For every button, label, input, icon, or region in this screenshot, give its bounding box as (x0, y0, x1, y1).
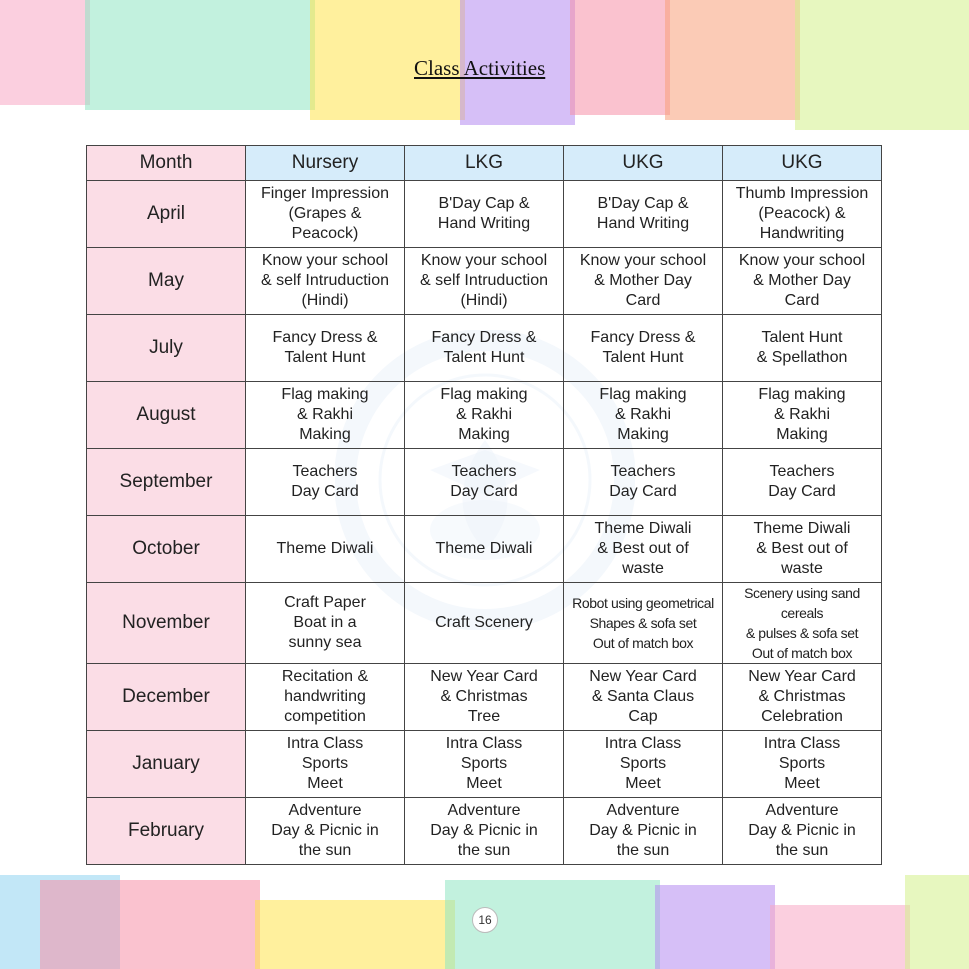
activity-cell: Fancy Dress & Talent Hunt (564, 315, 723, 382)
activity-cell: Adventure Day & Picnic in the sun (405, 798, 564, 865)
activity-cell: New Year Card & Christmas Tree (405, 664, 564, 731)
activity-cell: Teachers Day Card (246, 449, 405, 516)
class-activities-table (86, 145, 882, 865)
table-row (87, 731, 882, 798)
header-month: Month (87, 146, 246, 181)
activity-cell: Theme Diwali & Best out of waste (564, 516, 723, 583)
activity-cell: Know your school & self Intruduction (Hindi) (405, 248, 564, 315)
table-row (87, 583, 882, 664)
activity-cell: New Year Card & Santa Claus Cap (564, 664, 723, 731)
table-row (87, 664, 882, 731)
activity-cell: Adventure Day & Picnic in the sun (564, 798, 723, 865)
activity-cell: B'Day Cap & Hand Writing (564, 181, 723, 248)
table-row (87, 315, 882, 382)
activity-cell: Adventure Day & Picnic in the sun (246, 798, 405, 865)
activity-cell: Thumb Impression (Peacock) & Handwriting (723, 181, 882, 248)
activity-cell: Craft Scenery (405, 583, 564, 664)
header-class-1: Nursery (246, 146, 405, 181)
activity-cell: Intra Class Sports Meet (723, 731, 882, 798)
table-row (87, 248, 882, 315)
activity-cell: Flag making & Rakhi Making (723, 382, 882, 449)
activity-cell: Intra Class Sports Meet (246, 731, 405, 798)
activity-cell: Theme Diwali (246, 516, 405, 583)
activity-cell: New Year Card & Christmas Celebration (723, 664, 882, 731)
month-cell: July (87, 315, 246, 382)
activity-cell: B'Day Cap & Hand Writing (405, 181, 564, 248)
page-number: 16 (472, 907, 498, 933)
page-title: Class Activities (414, 56, 546, 80)
activity-cell: Know your school & self Intruduction (Hindi) (246, 248, 405, 315)
month-cell: May (87, 248, 246, 315)
activity-cell: Teachers Day Card (723, 449, 882, 516)
month-cell: January (87, 731, 246, 798)
activity-cell: Scenery using sand cereals & pulses & sofa set Out of match box (723, 583, 882, 664)
header-class-3: UKG (564, 146, 723, 181)
activity-cell: Robot using geometrical Shapes & sofa set Out of match box (564, 583, 723, 664)
month-cell: October (87, 516, 246, 583)
activity-cell: Teachers Day Card (564, 449, 723, 516)
activity-cell: Finger Impression (Grapes & Peacock) (246, 181, 405, 248)
table-body (87, 181, 882, 865)
table-row (87, 516, 882, 583)
month-cell: April (87, 181, 246, 248)
activity-cell: Fancy Dress & Talent Hunt (405, 315, 564, 382)
activity-cell: Talent Hunt & Spellathon (723, 315, 882, 382)
month-cell: December (87, 664, 246, 731)
header-class-2: LKG (405, 146, 564, 181)
table-row (87, 798, 882, 865)
month-cell: August (87, 382, 246, 449)
table-row (87, 382, 882, 449)
activity-cell: Know your school & Mother Day Card (723, 248, 882, 315)
month-cell: September (87, 449, 246, 516)
activity-cell: Flag making & Rakhi Making (405, 382, 564, 449)
month-cell: November (87, 583, 246, 664)
activity-cell: Theme Diwali & Best out of waste (723, 516, 882, 583)
activity-cell: Theme Diwali (405, 516, 564, 583)
activity-cell: Adventure Day & Picnic in the sun (723, 798, 882, 865)
activity-cell: Intra Class Sports Meet (564, 731, 723, 798)
activity-cell: Know your school & Mother Day Card (564, 248, 723, 315)
activity-cell: Teachers Day Card (405, 449, 564, 516)
activity-cell: Flag making & Rakhi Making (564, 382, 723, 449)
activity-cell: Craft Paper Boat in a sunny sea (246, 583, 405, 664)
table-row (87, 181, 882, 248)
activity-cell: Recitation & handwriting competition (246, 664, 405, 731)
activity-cell: Fancy Dress & Talent Hunt (246, 315, 405, 382)
table-header-row (87, 146, 882, 181)
activity-cell: Flag making & Rakhi Making (246, 382, 405, 449)
header-class-4: UKG (723, 146, 882, 181)
table-row (87, 449, 882, 516)
activity-cell: Intra Class Sports Meet (405, 731, 564, 798)
month-cell: February (87, 798, 246, 865)
